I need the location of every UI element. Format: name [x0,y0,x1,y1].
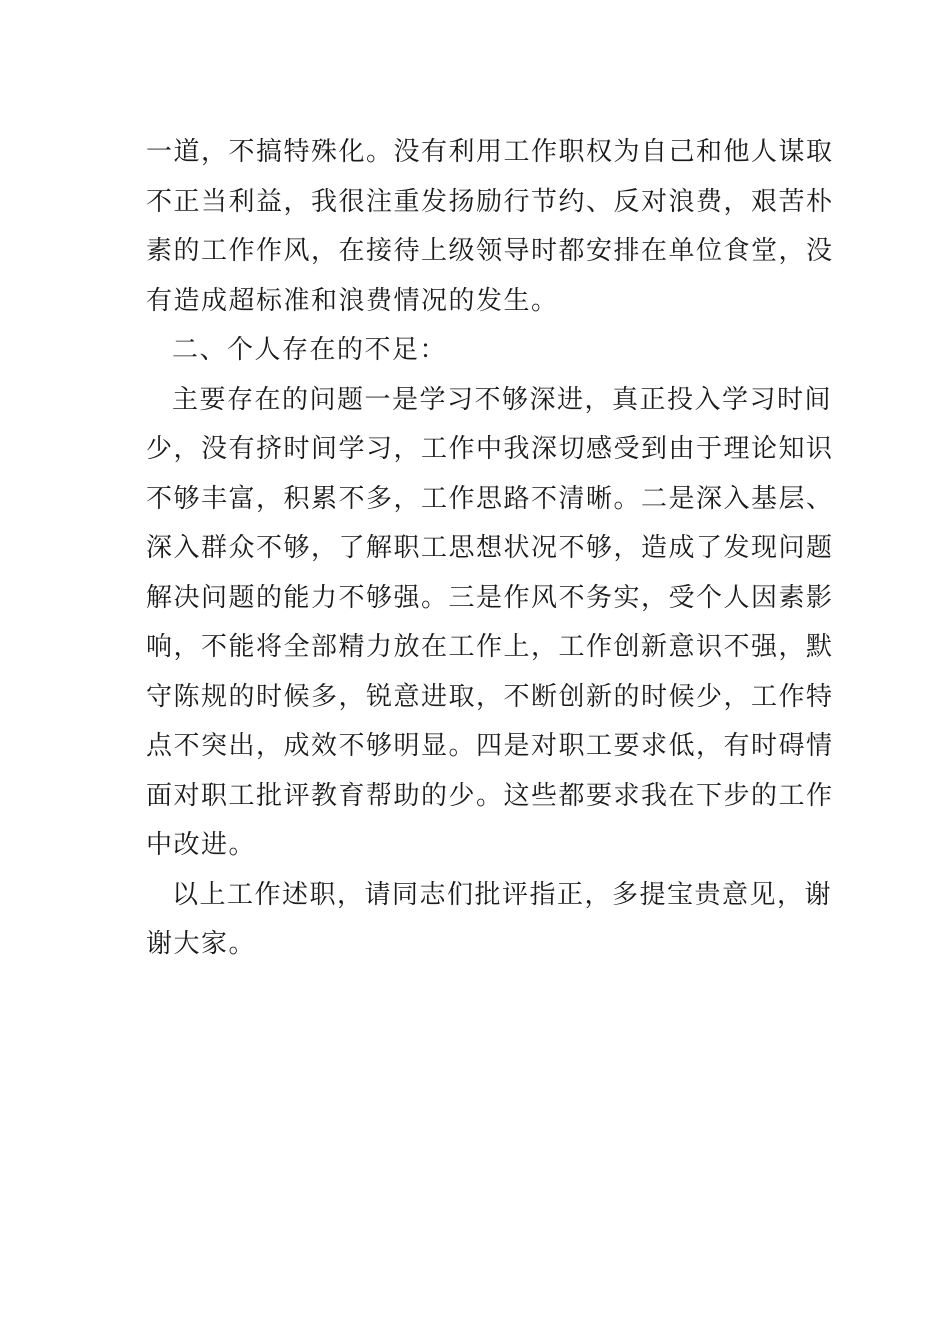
text-line: 素的工作作风，在接待上级领导时都安排在单位食堂，没 [146,236,834,266]
text-line: 以上工作述职，请同志们批评指正，多提宝贵意见，谢 [172,879,833,910]
text-line: 深入群众不够，了解职工思想状况不够，造成了发现问题 [146,533,834,563]
text-line: 面对职工批评教育帮助的少。这些都要求我在下步的工作 [146,780,834,811]
text-line: 解决问题的能力不够强。三是作风不务实，受个人因素影 [146,582,834,613]
text-line: 有造成超标准和浪费情况的发生。 [146,285,559,316]
text-line: 中改进。 [146,830,257,860]
text-line: 谢大家。 [146,929,257,959]
text-line: 一道，不搞特殊化。没有利用工作职权为自己和他人谋取 [146,137,834,167]
document-body [146,128,834,970]
text-line: 少，没有挤时间学习，工作中我深切感受到由于理论知识 [146,434,834,464]
text-line: 不正当利益，我很注重发扬励行节约、反对浪费，艰苦朴 [146,186,834,217]
text-line: 主要存在的问题一是学习不够深进，真正投入学习时间 [172,384,833,415]
section-heading: 二、个人存在的不足： [172,335,448,365]
text-line: 点不突出，成效不够明显。四是对职工要求低，有时碍情 [146,731,834,761]
text-line: 不够丰富，积累不多，工作思路不清晰。二是深入基层、 [146,483,834,514]
text-line: 守陈规的时候多，锐意进取，不断创新的时候少，工作特 [146,681,834,712]
text-line: 响，不能将全部精力放在工作上，工作创新意识不强，默 [146,632,834,662]
